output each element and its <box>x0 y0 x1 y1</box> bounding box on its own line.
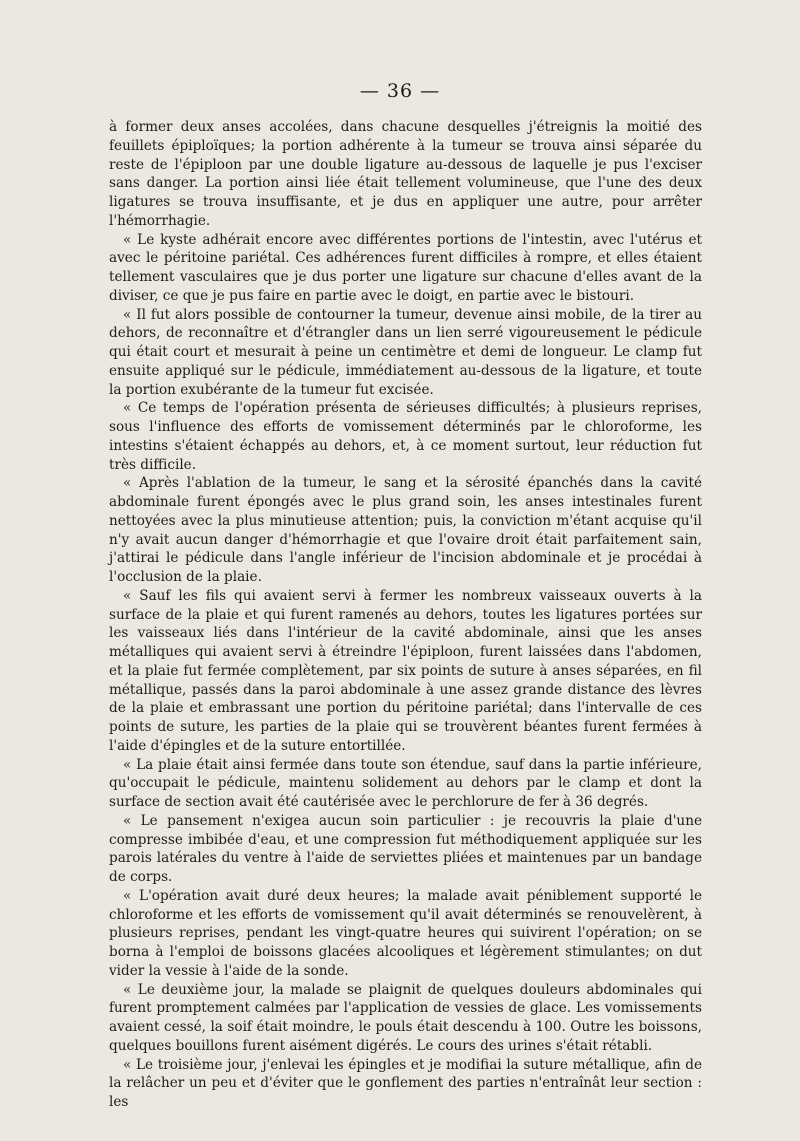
paragraph-6: « Sauf les fils qui avaient servi à fermer les nombreux vaisseaux ouverts à la surface de la plaie et qui furent ramenés au dehors, toutes les ligatures portées sur les vaisseaux liés dans l'intérieur de la cavité abdominale, ainsi que les anses métalliques qui avaient servi à étreindre l'épiploon, furent laissées dans l'abdomen, et la plaie fut fermée complètement, par six points de suture à anses séparées, en fil métallique, passés dans la paroi abdominale à une assez grande distance des lèvres de la plaie et embrassant une portion du péritoine pariétal; dans l'intervalle de ces points de suture, les parties de la plaie qui se trouvèrent béantes furent fermées à l'aide d'épingles et de la suture entortillée. <box>109 587 702 754</box>
paragraph-3: « Il fut alors possible de contourner la tumeur, devenue ainsi mobile, de la tirer au dehors, de reconnaître et d'étrangler dans un lien serré vigoureusement le pédicule qui était court et mesurait à peine un centimètre et demi de longueur. Le clamp fut ensuite appliqué sur le pédicule, immédiatement au-dessous de la ligature, et toute la portion exubérante de la tumeur fut excisée. <box>109 306 702 398</box>
paragraph-10: « Le deuxième jour, la malade se plaignit de quelques douleurs abdominales qui furent promptement calmées par l'application de vessies de glace. Les vomissements avaient cessé, la soif était moindre, le pouls était descendu à 100. Outre les boissons, quelques bouillons furent aisément digérés. Le cours des urines s'était rétabli. <box>109 981 702 1054</box>
paragraph-2: « Le kyste adhérait encore avec différentes portions de l'intestin, avec l'utérus et avec le péritoine pariétal. Ces adhérences furent difficiles à rompre, et elles étaient tellement vasculaires que je dus porter une ligature sur chacune d'elles avant de la diviser, ce que je pus faire en partie avec le doigt, en partie avec le bistouri. <box>109 231 702 304</box>
paragraph-8: « Le pansement n'exigea aucun soin particulier : je recouvris la plaie d'une compresse imbibée d'eau, et une compression fut méthodiquement appliquée sur les parois latérales du ventre à l'aide de serviettes pliées et maintenues par un bandage de corps. <box>109 812 702 885</box>
page-number: — 36 — <box>359 80 441 102</box>
paragraph-5: « Après l'ablation de la tumeur, le sang et la sérosité épanchés dans la cavité abdominale furent épongés avec le plus grand soin, les anses intestinales furent nettoyées avec la plus minutieuse attention; puis, la conviction m'étant acquise qu'il n'y avait aucun danger d'hémorrhagie et que l'ovaire droit était parfaitement sain, j'attirai le pédicule dans l'angle inférieur de l'incision abdominale et je procédai à l'occlusion de la plaie. <box>109 475 702 585</box>
page-body <box>109 118 702 1112</box>
paragraph-9: « L'opération avait duré deux heures; la malade avait péniblement supporté le chloroforme et les efforts de vomissement qu'il avait déterminés se renouvelèrent, à plusieurs reprises, pendant les vingt-quatre heures qui suivirent l'opération; on se borna à l'emploi de boissons glacées alcooliques et légèrement stimulantes; on dut vider la vessie à l'aide de la sonde. <box>109 887 702 979</box>
paragraph-7: « La plaie était ainsi fermée dans toute son étendue, sauf dans la partie inférieure, qu'occupait le pédicule, maintenu solidement au dehors par le clamp et dont la surface de section avait été cautérisée avec le perchlorure de fer à 36 degrés. <box>109 756 702 810</box>
paragraph-4: « Ce temps de l'opération présenta de sérieuses difficultés; à plusieurs reprises, sous l'influence des efforts de vomissement déterminés par le chloroforme, les intestins s'étaient échappés au dehors, et, à ce moment surtout, leur réduction fut très difficile. <box>109 400 702 473</box>
paragraph-1: à former deux anses accolées, dans chacune desquelles j'étreignis la moitié des feuillets épiploïques; la portion adhérente à la tumeur se trouva ainsi séparée du reste de l'épiploon par une double ligature au-dessous de laquelle je pus l'exciser sans danger. La portion ainsi liée était tellement volumineuse, que l'une des deux ligatures se trouva insuffisante, et je dus en appliquer une autre, pour arrêter l'hémorrhagie. <box>109 119 702 229</box>
paragraph-11: « Le troisième jour, j'enlevai les épingles et je modifiai la suture métallique, afin de la relâcher un peu et d'éviter que le gonflement des parties n'entraînât leur section : les <box>109 1056 702 1110</box>
